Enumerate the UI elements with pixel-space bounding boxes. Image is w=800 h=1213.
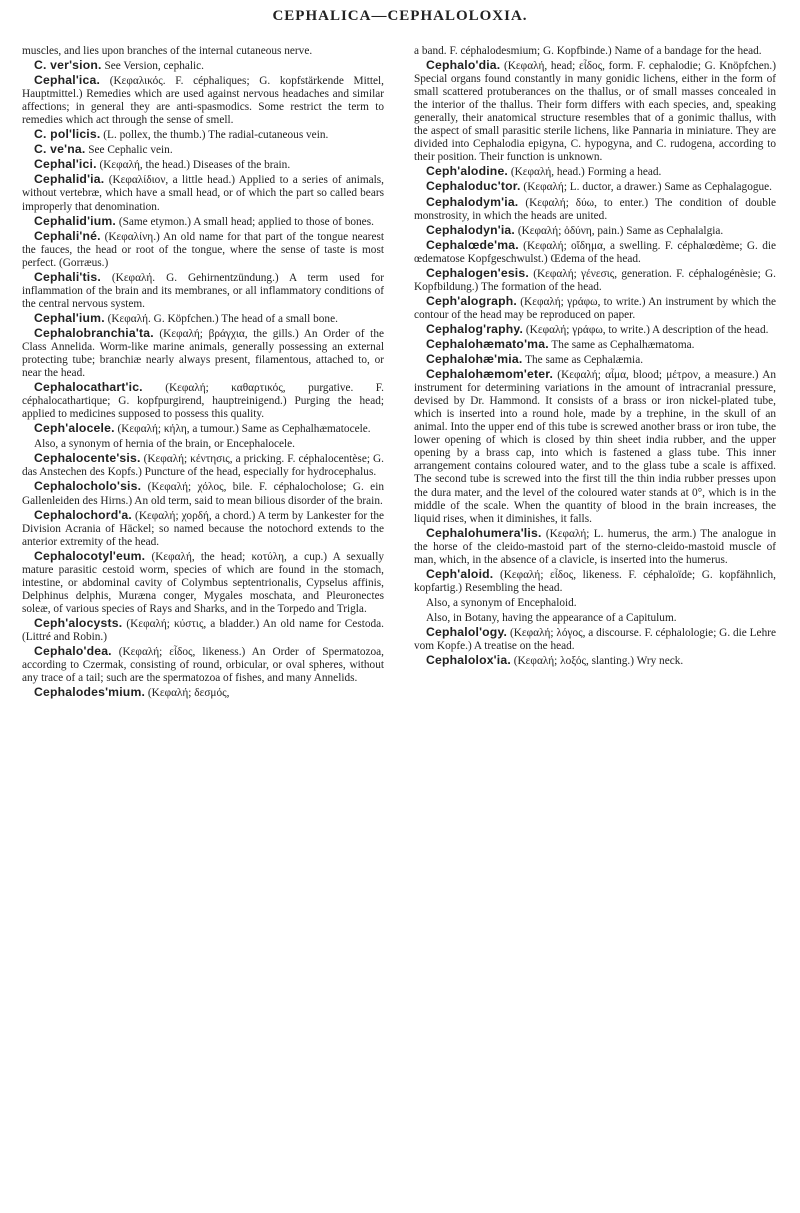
definition: (Κεφαλή; ὀδύνη, pain.) Same as Cephalalgia.	[515, 224, 724, 237]
entry	[22, 230, 384, 270]
entry	[414, 323, 776, 337]
definition: (Κεφαλή; λόγος, a discourse. F. céphalologie; G. die Lehre vom Kopfe.) A treatise on the head.	[414, 626, 776, 653]
definition: See Version, cephalic.	[101, 60, 204, 73]
headword: Cephalohæmato'ma.	[426, 336, 549, 351]
entry	[414, 267, 776, 294]
entry	[414, 295, 776, 322]
definition: (Κεφαλή; L. ductor, a drawer.) Same as Cephalagogue.	[520, 181, 772, 194]
definition: (Κεφαλή, head.) Forming a head.	[508, 166, 662, 179]
entry	[22, 452, 384, 479]
headword: C. pol'licis.	[34, 127, 101, 142]
entry	[22, 509, 384, 549]
definition: (Κεφαλή; L. humerus, the arm.) The analogue in the horse of the cleido-mastoid part of the sterno-cleido-mastoid muscle of man, which, in the absence of a clavicle, is inserted into the humerus.	[414, 527, 776, 566]
entry	[22, 173, 384, 213]
entry	[414, 611, 776, 625]
entry	[414, 626, 776, 653]
right-column	[414, 44, 776, 669]
running-head: CEPHALICA—CEPHALOLOXIA.	[272, 8, 528, 24]
definition: (Κεφαλικός. F. céphaliques; G. kopfstärkende Mittel, Hauptmittel.) Remedies which are used against nervous headaches and similar affections; in general they are anti-spasmodics. Some restrict the term to remedies which act through the sense of smell.	[22, 75, 384, 127]
entry	[22, 437, 384, 451]
entry	[414, 568, 776, 595]
headword: Ceph'aloid.	[426, 566, 494, 581]
entry	[414, 59, 776, 164]
entry	[22, 158, 384, 172]
headword: Cephalogen'esis.	[426, 265, 529, 280]
definition: (Κεφαλή. G. Gehirnentzündung.) A term used for inflammation of the brain and its membranes, or all inflammatory conditions of the central nervous system.	[22, 271, 384, 310]
definition: Also, a synonym of Encephaloid.	[426, 596, 577, 609]
definition: muscles, and lies upon branches of the internal cutaneous nerve.	[22, 45, 313, 57]
headword: Cephali'tis.	[34, 269, 101, 284]
headword: Ceph'alocysts.	[34, 615, 123, 630]
definition: (Κεφαλή; λοξός, slanting.) Wry neck.	[510, 655, 684, 668]
definition: (Κεφαλή; γράφω, to write.) A description of the head.	[523, 323, 769, 336]
entry	[22, 686, 384, 700]
definition: (Κεφαλή; αἷμα, blood; μέτρον, a measure.) An instrument for determining variations in the amount of intracranial pressure, devised by Dr. Hammond. It consists of a brass or iron nickel-plated tube, which is inserted into a round hole, made by a trephine, in the skull of an animal. Into the upper end of this tube is screwed another brass or iron tube, the lower opening of which is closed by thin sheet india rubber, and the upper opening by a brass cap, into which is fastened a glass tube. This inner arrangement contains coloured water, and to the glass tube a scale is affixed. The second tube is screwed into the first till the thin india rubber presses upon the dura mater, and the level of the coloured water stands at 0°, which is in the middle of the scale. When the quantity of blood in the brain increases, the liquid rises, when it diminishes, it falls.	[414, 369, 776, 525]
entry	[22, 44, 384, 58]
headword: Cephalid'ia.	[34, 172, 105, 187]
headword: Cephalo'dea.	[34, 644, 112, 659]
definition: (Κεφαλή; δεσμός,	[145, 687, 230, 700]
entry	[22, 271, 384, 311]
headword: Cephalodes'mium.	[34, 685, 146, 700]
headword: Ceph'alocele.	[34, 421, 115, 436]
headword: Cephalocathart'ic.	[34, 380, 143, 395]
entry	[414, 654, 776, 668]
headword: Cephalocotyl'eum.	[34, 548, 146, 563]
entry	[22, 381, 384, 421]
definition: (Κεφαλή; δύω, to enter.) The condition of double monstrosity, in which the heads are united.	[414, 196, 776, 222]
entry	[414, 596, 776, 610]
headword: Cephalœde'ma.	[426, 237, 519, 252]
definition: (Κεφαλίδιον, a little head.) Applied to a series of animals, without vertebræ, which have a small head, or of which the part so called bears improperly that denomination.	[22, 174, 384, 213]
definition: (Κεφαλή; κύστις, a bladder.) An old name for Cestoda. (Littré and Robin.)	[22, 617, 384, 643]
definition: (Κεφαλή; βράγχια, the gills.) An Order of the Class Annelida. Worm-like marine animals, generally possessing an external protecting tube; branchiæ nearly always present, filamentous, attached to, or near the head.	[22, 327, 384, 380]
entry	[414, 224, 776, 238]
headword: Cephalohæmom'eter.	[426, 367, 554, 382]
entry	[22, 128, 384, 142]
headword: Cephalobranchia'ta.	[34, 325, 154, 340]
headword: Cephalid'ium.	[34, 213, 117, 228]
definition: (Κεφαλή, the head.) Diseases of the brain.	[96, 159, 291, 172]
entry	[414, 353, 776, 367]
headword: Cephalohumera'lis.	[426, 525, 542, 540]
entry	[22, 59, 384, 73]
definition: (Κεφαλή; κήλη, a tumour.) Same as Cephalhæmatocele.	[114, 423, 371, 436]
headword: Cephaloduc'tor.	[426, 179, 521, 194]
definition: (Κεφαλή; χόλος, bile. F. céphalocholose; G. ein Gallenleiden des Hirns.) An old term, said to mean bilious disorder of the brain.	[22, 481, 384, 507]
headword: Cephalodym'ia.	[426, 194, 519, 209]
entry	[22, 645, 384, 685]
definition: (Κεφαλή; κέντησις, a pricking. F. céphalocentèse; G. das Anstechen des Kopfs.) Puncture of the head, especially for hydrocephalus.	[22, 453, 384, 479]
headword: Cephalolox'ia.	[426, 653, 511, 668]
definition: (Κεφαλή. G. Köpfchen.) The head of a small bone.	[104, 312, 338, 325]
definition: (Κεφαλή, head; εἶδος, form. F. cephalodie; G. Knöpfchen.) Special organs found constantly in many gonidic lichens, either in the form of small scattered protuberances on the thallus, or of small masses concealed in the interior of the thallus. Their form differs with each species, and, speaking generally, their anatomical structure resembles that of a gonimic thallus, with the aspect of small parasitic sterile lichens, like Pannaria in miniature. They are divided into Cephalodia epigyna, C. hypogyna, and C. rudogena, according to their position. Their function is unknown.	[414, 60, 776, 164]
definition: (Κεφαλή; χορδή, a chord.) A term by Lankester for the Division Acrania of Häckel; so named because the notochord extends to the anterior extremity of the head.	[22, 509, 384, 548]
definition: (Κεφαλή; γράφω, to write.) An instrument by which the contour of the head may be reproduced on paper.	[414, 295, 776, 321]
definition: Also, in Botany, having the appearance of a Capitulum.	[426, 611, 677, 624]
headword: Cephalog'raphy.	[426, 321, 524, 336]
definition: (Same etymon.) A small head; applied to those of bones.	[116, 215, 374, 228]
headword: Cephal'ica.	[34, 73, 101, 88]
entry	[22, 215, 384, 229]
entry	[414, 338, 776, 352]
definition: (Κεφαλή, the head; κοτύλη, a cup.) A sexually mature parasitic cestoid worm, species of which are found in the stomach, intestine, or abdominal cavity of Colymbus septentrionalis, Cypselus affinis, Delphinus delphis, Muræna conger, Mygales moschata, and Pleuronectes soleæ, of various species of Rays and Sharks, and in the Torpedo and Trigla.	[22, 550, 384, 615]
definition: (Κεφαλή; γένεσις, generation. F. céphalogénèsie; G. Kopfbildung.) The formation of the head.	[414, 267, 776, 293]
entry	[414, 165, 776, 179]
entry	[22, 617, 384, 644]
definition: (Κεφαλή; οἴδημα, a swelling. F. céphalœdème; G. die œdematose Kopfgeschwulst.) Œdema of the head.	[414, 239, 776, 265]
entry	[414, 527, 776, 567]
headword: Cephal'ium.	[34, 310, 105, 325]
headword: Cephalo'dia.	[426, 58, 501, 73]
entry	[414, 44, 776, 58]
headword: C. ve'na.	[34, 142, 86, 157]
entry	[22, 327, 384, 380]
headword: Ceph'alograph.	[426, 293, 518, 308]
definition: The same as Cephalæmia.	[522, 354, 644, 367]
definition: (Κεφαλή; εἶδος, likeness.) An Order of Spermatozoa, according to Czermak, consisting of round, orbicular, or oval spheres, without any trace of a tail; such are the spermatozoa of fishes, and many Annelids.	[22, 646, 384, 685]
entry	[22, 550, 384, 616]
entry	[22, 312, 384, 326]
headword: Cephalohæ'mia.	[426, 352, 523, 367]
headword: C. ver'sion.	[34, 58, 102, 73]
definition: (Κεφαλή; εἶδος, likeness. F. céphaloïde; G. kopfähnlich, kopfartig.) Resembling the head.	[414, 568, 776, 594]
headword: Cephalocente'sis.	[34, 451, 141, 466]
definition: a band. F. céphalodesmium; G. Kopfbinde.) Name of a bandage for the head.	[414, 45, 762, 57]
left-column	[22, 44, 384, 701]
definition: (Κεφαλή; καθαρτικός, purgative. F. céphalocathartique; G. kopfpurgirend, hauptreinigend.) Purging the head; applied to medicines supposed to possess this quality.	[22, 382, 384, 421]
headword: Cephalochord'a.	[34, 507, 132, 522]
headword: Cephalol'ogy.	[426, 624, 508, 639]
entry	[22, 143, 384, 157]
entry	[414, 368, 776, 526]
entry	[22, 480, 384, 507]
definition: See Cephalic vein.	[85, 144, 173, 157]
headword: Ceph'alodine.	[426, 164, 509, 179]
definition: (L. pollex, the thumb.) The radial-cutaneous vein.	[100, 129, 329, 142]
entry	[414, 180, 776, 194]
entry	[414, 239, 776, 266]
definition: The same as Cephalhæmatoma.	[548, 338, 695, 351]
entry	[22, 74, 384, 127]
definition: Also, a synonym of hernia of the brain, or Encephalocele.	[34, 438, 295, 451]
definition: (Κεφαλίνη.) An old name for that part of the tongue nearest the fauces, the head or root of the tongue, where the sense of taste is most perfect. (Gorræus.)	[22, 230, 384, 269]
headword: Cephalocholo'sis.	[34, 479, 142, 494]
entry	[414, 196, 776, 223]
headword: Cephalodyn'ia.	[426, 222, 515, 237]
headword: Cephal'ici.	[34, 157, 97, 172]
entry	[22, 422, 384, 436]
headword: Cephali'né.	[34, 228, 101, 243]
